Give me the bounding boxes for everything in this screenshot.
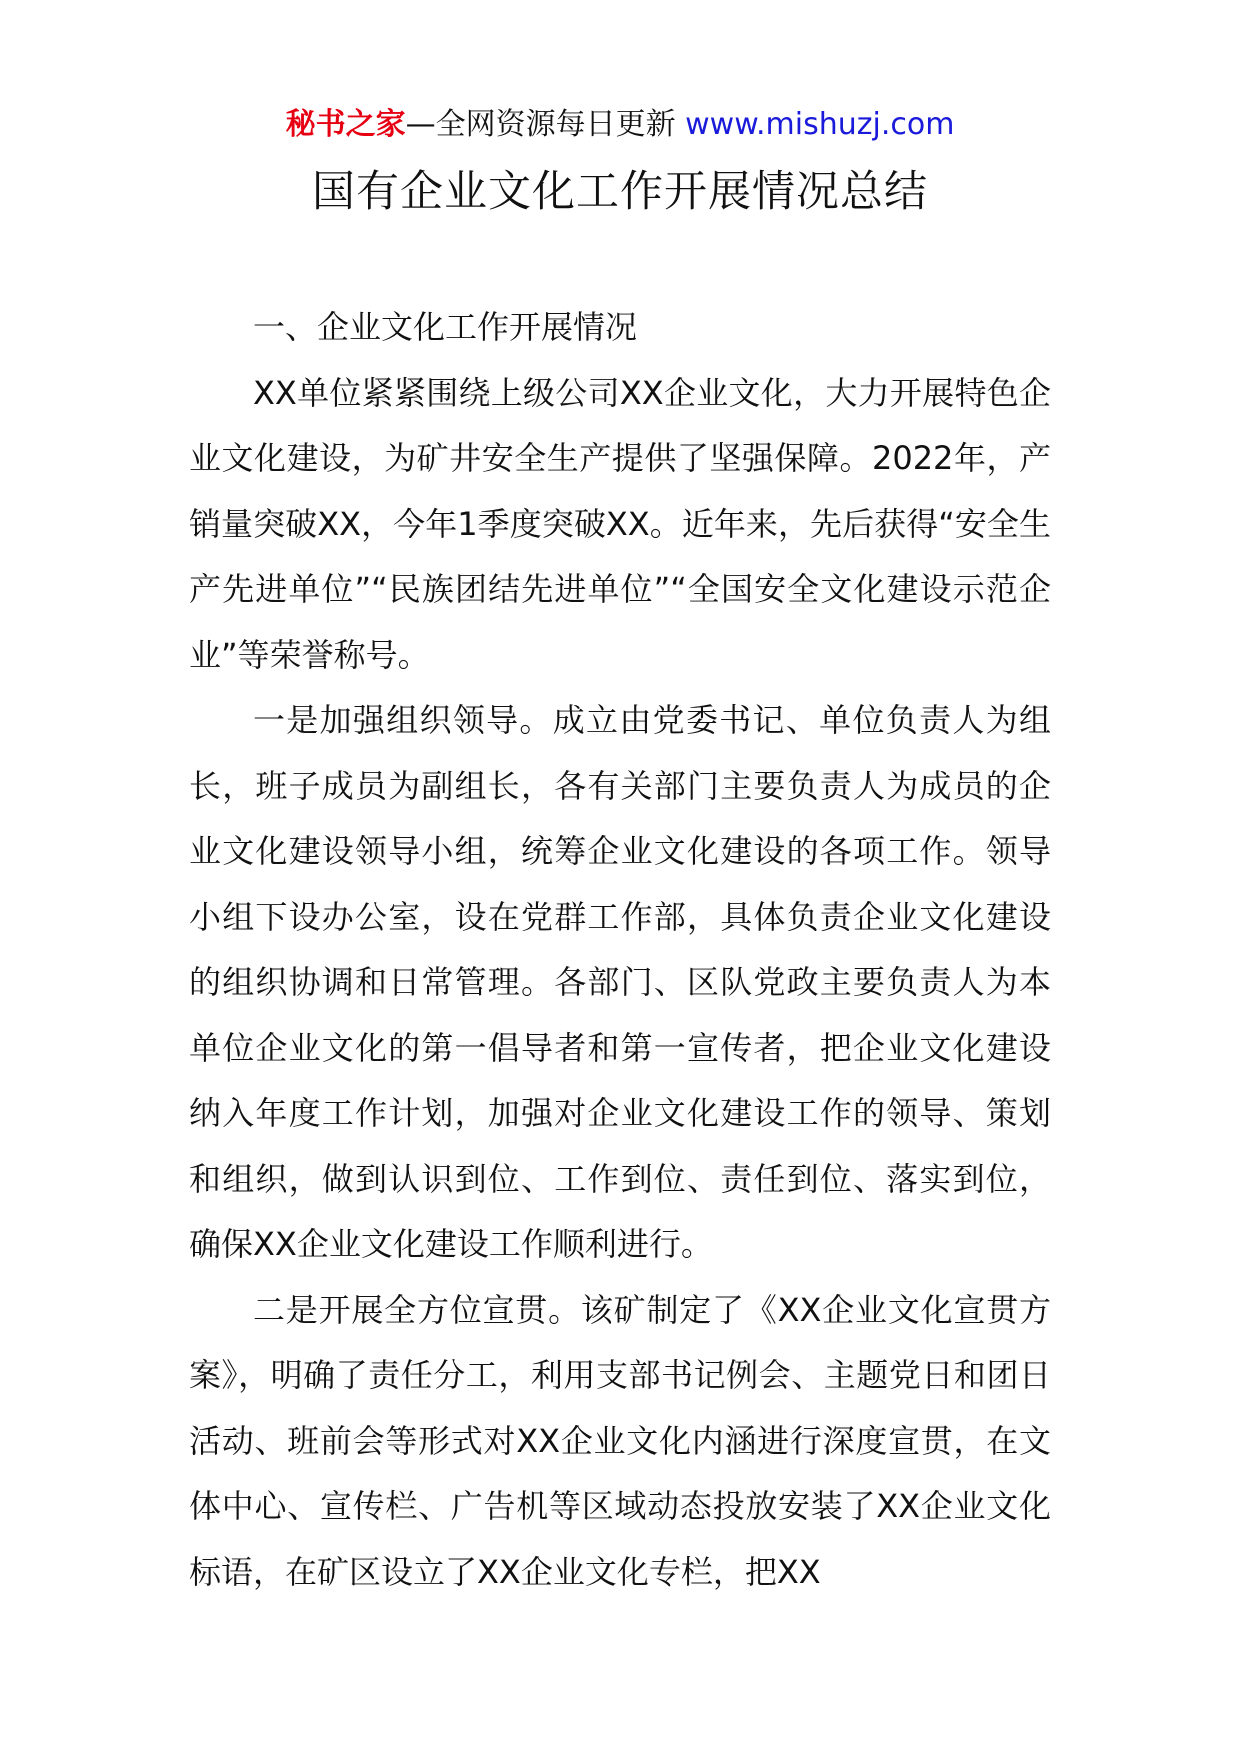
section-heading: 一、企业文化工作开展情况 [253,308,638,346]
watermark-header [0,103,1240,147]
paragraph-organization: 一是加强组织领导。成立由党委书记、单位负责人为组长，班子成员为副组长，各有关部门主要负责人为成员的企业文化建设领导小组，统筹企业文化建设的各项工作。领导小组下设办公室，设在党群工作部，具体负责企业文化建设的组织协调和日常管理。各部门、区队党政主要负责人为本单位企业文化的第一倡导者和第一宣传者，把企业文化建设纳入年度工作计划，加强对企业文化建设工作的领导、策划和组织，做到认识到位、工作到位、责任到位、落实到位，确保XX企业文化建设工作顺利进行。 [189,701,1051,1263]
document-title: 国有企业文化工作开展情况总结 [312,167,928,217]
paragraph-publicity: 二是开展全方位宣贯。该矿制定了《XX企业文化宣贯方案》，明确了责任分工，利用支部书记例会、主题党日和团日活动、班前会等形式对XX企业文化内涵进行深度宣贯，在文体中心、宣传栏、广告机等区域动态投放安装了XX企业文化标语，在矿区设立了XX企业文化专栏，把XX [189,1290,1051,1591]
header-slogan: —全网资源每日更新 [405,107,676,142]
document-body [189,295,1051,1605]
paragraph-overview: XX单位紧紧围绕上级公司XX企业文化，大力开展特色企业文化建设，为矿井安全生产提供了坚强保障。2022年，产销量突破XX，今年1季度突破XX。近年来，先后获得“安全生产先进单位”“民族团结先进单位”“全国安全文化建设示范企业”等荣誉称号。 [189,373,1051,674]
website-link[interactable]: www.mishuzj.com [685,107,955,142]
brand-name: 秘书之家 [285,107,406,142]
